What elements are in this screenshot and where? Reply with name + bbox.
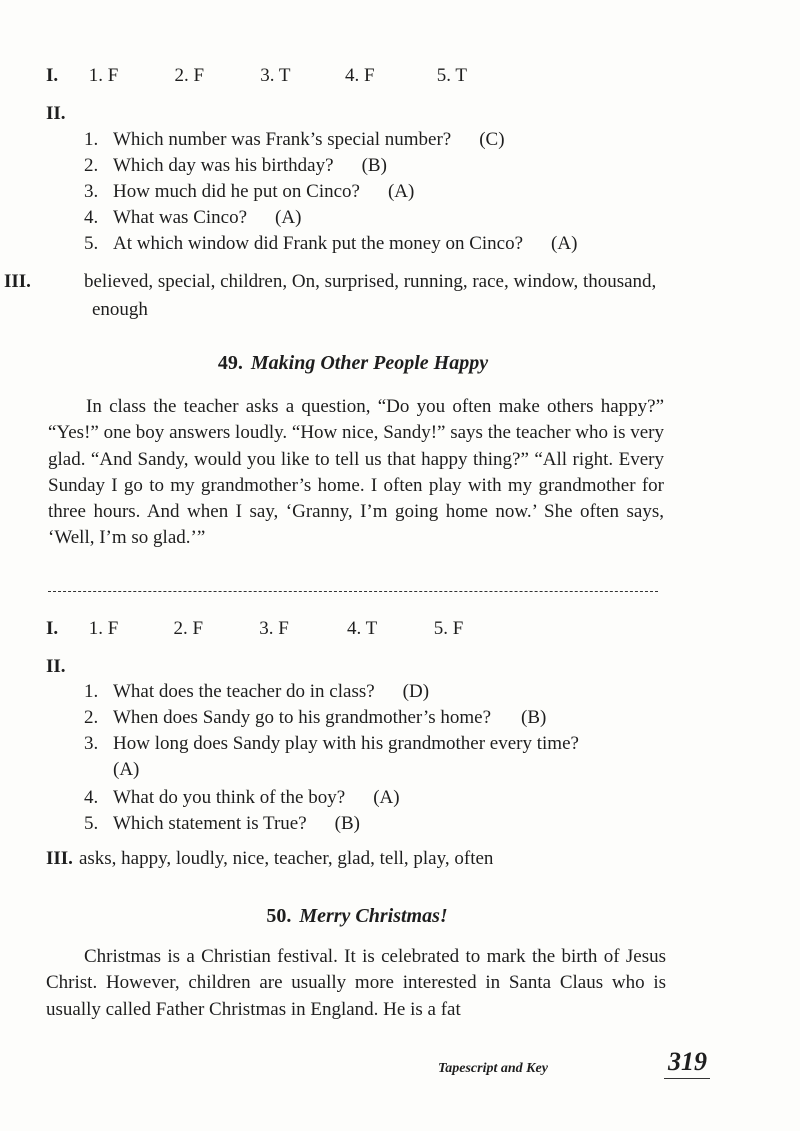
section-title-text: Making Other People Happy <box>250 352 489 374</box>
tf-answer: 1. F <box>88 65 119 86</box>
question-number: 4. <box>84 787 99 808</box>
section-number: 50. <box>266 905 292 927</box>
s48-key3 <box>4 268 662 324</box>
tf-answer: 1. F <box>88 618 119 639</box>
page-number: 319 <box>668 1047 707 1076</box>
question-number: 5. <box>84 233 99 254</box>
section-title-text: Merry Christmas! <box>299 905 448 927</box>
key3-label: III. <box>46 848 73 869</box>
question-item <box>84 733 644 785</box>
s48-key1-row <box>46 65 467 87</box>
key1-label: I. <box>46 618 59 639</box>
question-number: 5. <box>84 813 99 834</box>
key3-words: asks, happy, loudly, nice, teacher, glad, tell, play, often <box>78 848 494 869</box>
s49-key3 <box>46 848 493 870</box>
question-text: How long does Sandy play with his grandmother every time? <box>113 733 579 754</box>
s49-key1-row <box>46 618 463 640</box>
question-number: 1. <box>84 129 99 150</box>
question-item <box>84 707 546 729</box>
question-number: 2. <box>84 707 99 728</box>
question-answer: (A) <box>387 181 415 202</box>
question-item <box>84 681 429 703</box>
key1-label: I. <box>46 65 59 86</box>
question-number: 1. <box>84 681 99 702</box>
question-number: 3. <box>84 181 99 202</box>
question-number: 3. <box>84 733 99 754</box>
question-item <box>84 129 505 151</box>
question-answer: (A) <box>373 787 400 808</box>
tf-answer: 3. T <box>260 65 291 86</box>
tf-answer: 4. T <box>347 618 378 639</box>
question-text: What do you think of the boy? <box>113 787 346 808</box>
question-number: 4. <box>84 207 99 228</box>
tf-answer: 2. F <box>174 65 205 86</box>
question-text: When does Sandy go to his grandmother’s home? <box>113 707 491 728</box>
page-number-rule <box>664 1078 710 1079</box>
tf-answer: 5. T <box>436 65 468 86</box>
question-item <box>84 787 400 809</box>
question-answer: (B) <box>521 707 547 728</box>
question-item <box>84 181 414 203</box>
question-answer: (B) <box>334 813 360 834</box>
question-answer: (B) <box>361 155 387 176</box>
footer-label: Tapescript and Key <box>438 1061 548 1076</box>
question-answer: (D) <box>402 681 430 702</box>
tf-answer: 2. F <box>173 618 204 639</box>
question-text: Which number was Frank’s special number? <box>113 129 452 150</box>
tf-answer: 3. F <box>259 618 289 639</box>
key3-label: III. <box>4 271 31 292</box>
passage-paragraph: In class the teacher asks a question, “Do you often make others happy?” “Yes!” one boy answers loudly. “How nice, Sandy!” says the teacher who is very glad. “And Sandy, would you like to tell us that happy thing?” “All right. Every Sunday I go to my grandmother’s home. I often play with my grandmother for three hours. And when I say, ‘Granny, I’m going home now.’ She often says, ‘Well, I’m so glad.’” <box>48 396 664 549</box>
passage-paragraph: Christmas is a Christian festival. It is celebrated to mark the birth of Jesus Christ. However, children are usually more interested in Santa Claus who is usually called Father Christmas in England. He is a fat <box>46 946 666 1020</box>
question-text: Which statement is True? <box>113 813 307 834</box>
tf-answer: 4. F <box>345 65 375 86</box>
section-title <box>0 352 706 375</box>
question-text: What was Cinco? <box>113 207 248 228</box>
question-answer: (A) <box>275 207 302 228</box>
question-answer: (C) <box>479 129 505 150</box>
question-item <box>84 155 387 177</box>
question-number: 2. <box>84 155 99 176</box>
question-text: What does the teacher do in class? <box>113 681 375 702</box>
question-text: At which window did Frank put the money on Cinco? <box>113 233 524 254</box>
key2-label: II. <box>46 103 66 124</box>
key3-words: believed, special, children, On, surprised, running, race, window, thousand, enough <box>84 271 657 320</box>
question-text: How much did he put on Cinco? <box>113 181 360 202</box>
question-item <box>84 207 301 229</box>
question-answer: (A) <box>551 233 578 254</box>
section-title <box>0 905 714 928</box>
question-item <box>84 233 577 255</box>
question-text: Which day was his birthday? <box>113 155 334 176</box>
key2-label: II. <box>46 656 66 677</box>
tf-answer: 5. F <box>433 618 464 639</box>
question-answer: (A) <box>113 759 140 780</box>
section-number: 49. <box>217 352 243 374</box>
divider <box>48 591 658 592</box>
question-item <box>84 813 360 835</box>
